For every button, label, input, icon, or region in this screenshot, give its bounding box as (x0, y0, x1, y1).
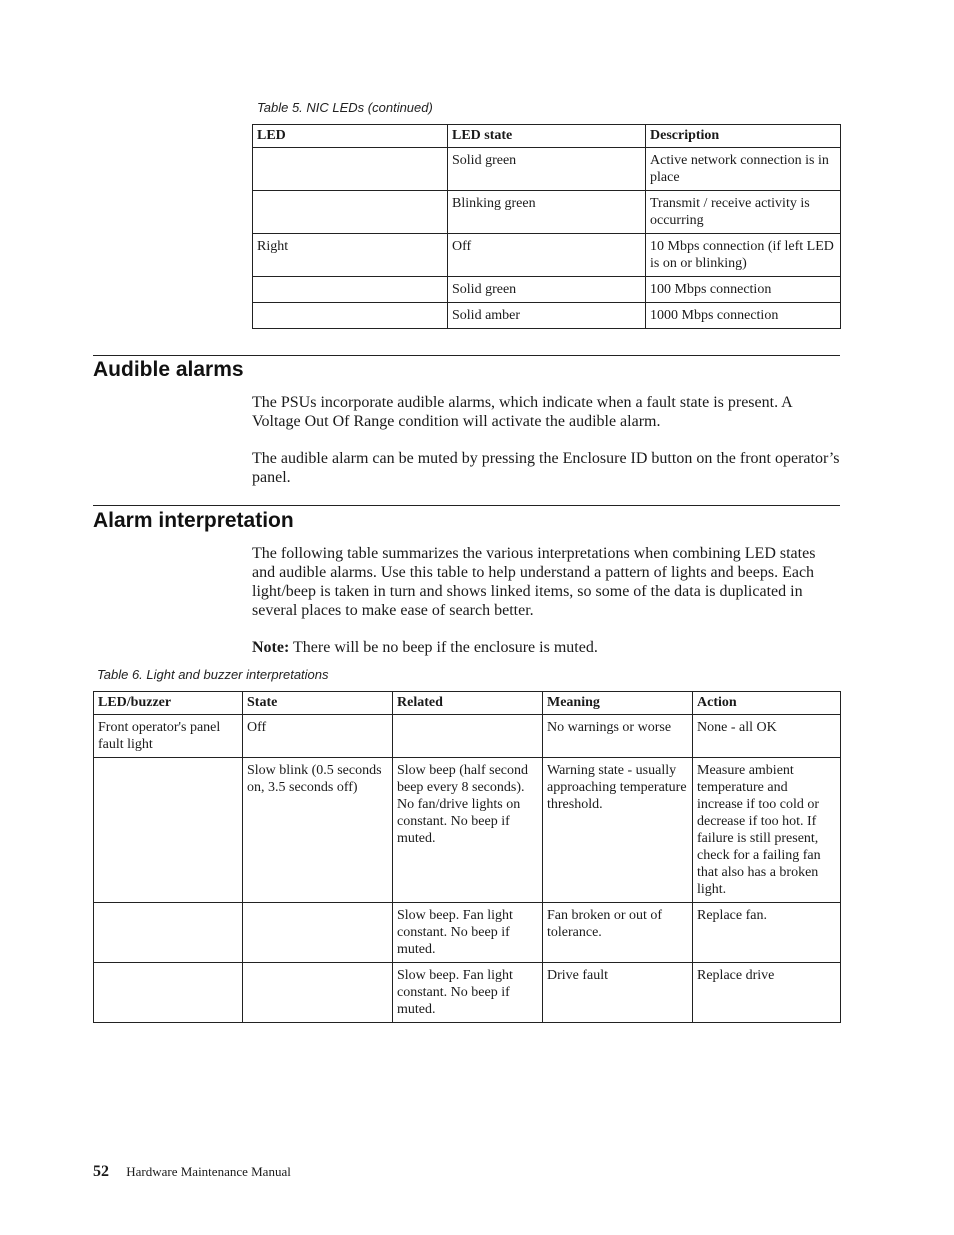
audible-alarms-paragraph-2: The audible alarm can be muted by pressing the Enclosure ID button on the front operator’s panel. (252, 450, 840, 486)
table6-caption: Table 6. Light and buzzer interpretations (97, 667, 329, 682)
table-row (94, 963, 841, 1023)
note-text: There will be no beep if the enclosure is muted. (293, 639, 598, 656)
table-cell (94, 963, 243, 1023)
page-number: 52 (93, 1163, 109, 1180)
table-cell (253, 148, 448, 191)
table-row (253, 234, 841, 277)
table-cell: Drive fault (543, 963, 693, 1023)
column-header: Action (693, 692, 841, 715)
column-header: Description (646, 125, 841, 148)
table-cell: Replace drive (693, 963, 841, 1023)
column-header: State (243, 692, 393, 715)
table-header-row (253, 125, 841, 148)
table-cell (393, 715, 543, 758)
column-header: Meaning (543, 692, 693, 715)
table-cell: Slow blink (0.5 seconds on, 3.5 seconds off) (243, 758, 393, 903)
table-cell: Slow beep. Fan light constant. No beep if muted. (393, 963, 543, 1023)
table-cell: Solid green (448, 277, 646, 303)
table-cell: Transmit / receive activity is occurring (646, 191, 841, 234)
table-cell: 100 Mbps connection (646, 277, 841, 303)
table-cell: None - all OK (693, 715, 841, 758)
table-cell: Blinking green (448, 191, 646, 234)
table-cell (253, 303, 448, 329)
note-label: Note: (252, 639, 290, 656)
table-row (253, 303, 841, 329)
table-cell: No warnings or worse (543, 715, 693, 758)
table-cell: Replace fan. (693, 903, 841, 963)
table-cell: Front operator's panel fault light (94, 715, 243, 758)
note (252, 638, 842, 657)
table-cell (253, 277, 448, 303)
section-divider (93, 355, 840, 356)
table-cell: 10 Mbps connection (if left LED is on or blinking) (646, 234, 841, 277)
audible-alarms-paragraph-1: The PSUs incorporate audible alarms, which indicate when a fault state is present. A Voltage Out Of Range condition will activate the audible alarm. (252, 394, 792, 430)
table-cell: Warning state - usually approaching temperature threshold. (543, 758, 693, 903)
column-header: LED (253, 125, 448, 148)
table-cell: Off (243, 715, 393, 758)
table-cell: Solid amber (448, 303, 646, 329)
table-cell (243, 903, 393, 963)
column-header: Related (393, 692, 543, 715)
table-cell: Right (253, 234, 448, 277)
column-header: LED/buzzer (94, 692, 243, 715)
table-row (94, 715, 841, 758)
table-cell: 1000 Mbps connection (646, 303, 841, 329)
table-row (94, 903, 841, 963)
table-cell: Off (448, 234, 646, 277)
table-row (253, 191, 841, 234)
table-row (253, 148, 841, 191)
table-row (253, 277, 841, 303)
table-cell: Active network connection is in place (646, 148, 841, 191)
section-divider (93, 505, 840, 506)
table-cell: Fan broken or out of tolerance. (543, 903, 693, 963)
table-header-row (94, 692, 841, 715)
section-heading-audible-alarms: Audible alarms (93, 358, 244, 381)
table-cell (94, 903, 243, 963)
column-header: LED state (448, 125, 646, 148)
page-footer (93, 1163, 291, 1181)
table-cell: Slow beep (half second beep every 8 seconds). No fan/drive lights on constant. No beep if muted. (393, 758, 543, 903)
light-buzzer-table (93, 691, 841, 1023)
table-row (94, 758, 841, 903)
table-cell: Measure ambient temperature and increase if too cold or decrease if too hot. If failure is still present, check for a failing fan that also has a broken light. (693, 758, 841, 903)
table5-caption: Table 5. NIC LEDs (continued) (257, 100, 433, 115)
alarm-interpretation-paragraph: The following table summarizes the various interpretations when combining LED states and audible alarms. Use this table to help understand a pattern of lights and beeps. Each light/beep is taken in turn and shows linked items, so some of the data is duplicated in several places to make ease of search better. (252, 545, 816, 619)
nic-leds-table (252, 124, 841, 329)
table-cell: Slow beep. Fan light constant. No beep if muted. (393, 903, 543, 963)
section-heading-alarm-interpretation: Alarm interpretation (93, 509, 294, 532)
table-cell (253, 191, 448, 234)
table-cell (94, 758, 243, 903)
table-cell: Solid green (448, 148, 646, 191)
footer-title: Hardware Maintenance Manual (126, 1164, 291, 1179)
table-cell (243, 963, 393, 1023)
